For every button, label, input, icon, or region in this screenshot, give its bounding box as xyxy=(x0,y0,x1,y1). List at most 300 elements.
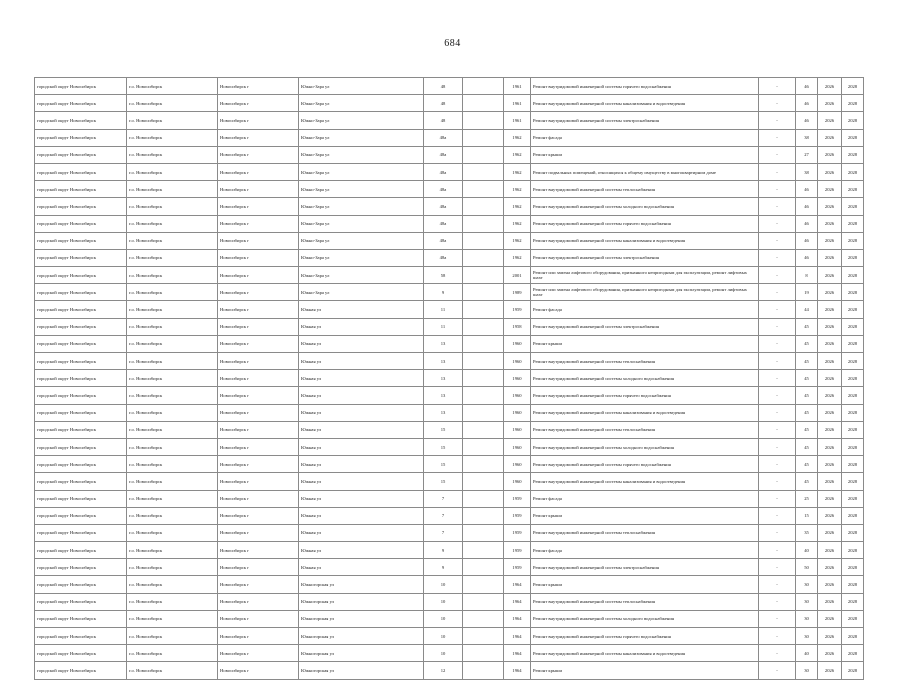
municipality-cell: городской округ Новосибирск xyxy=(35,645,127,662)
start-year-cell: 2026 xyxy=(818,456,842,473)
house-number-cell: 48а xyxy=(424,249,463,266)
street-cell: Южная ул xyxy=(299,404,424,421)
work-type-cell: Ремонт внутридомовой инженерной системы теплоснабжения xyxy=(531,421,759,438)
cost-cell: 25 xyxy=(796,490,818,507)
municipality-cell: городской округ Новосибирск xyxy=(35,542,127,559)
end-year-cell: 2028 xyxy=(842,490,864,507)
building-cell xyxy=(463,404,504,421)
end-year-cell: 2028 xyxy=(842,335,864,352)
table-row xyxy=(35,421,864,438)
year-built-cell: 1960 xyxy=(504,335,531,352)
district-cell: г.о. Новосибирск xyxy=(127,576,218,593)
street-cell: Южная ул xyxy=(299,542,424,559)
table-row xyxy=(35,146,864,163)
work-type-cell: Ремонт фасада xyxy=(531,129,759,146)
building-cell xyxy=(463,524,504,541)
end-year-cell: 2028 xyxy=(842,232,864,249)
house-number-cell: 15 xyxy=(424,456,463,473)
table-row xyxy=(35,284,864,301)
building-cell xyxy=(463,353,504,370)
cost-cell: 8 xyxy=(796,267,818,284)
note-cell: - xyxy=(759,593,796,610)
table-row xyxy=(35,473,864,490)
building-cell xyxy=(463,370,504,387)
end-year-cell: 2028 xyxy=(842,301,864,318)
year-built-cell: 1962 xyxy=(504,146,531,163)
end-year-cell: 2028 xyxy=(842,645,864,662)
year-built-cell: 1962 xyxy=(504,163,531,180)
end-year-cell: 2028 xyxy=(842,628,864,645)
city-cell: Новосибирск г xyxy=(218,335,299,352)
city-cell: Новосибирск г xyxy=(218,284,299,301)
year-built-cell: 1961 xyxy=(504,78,531,95)
district-cell: г.о. Новосибирск xyxy=(127,112,218,129)
table-row xyxy=(35,335,864,352)
work-type-cell: Ремонт фасада xyxy=(531,542,759,559)
year-built-cell: 1960 xyxy=(504,404,531,421)
work-type-cell: Ремонт внутридомовой инженерной системы горячего водоснабжения xyxy=(531,628,759,645)
table-row xyxy=(35,129,864,146)
street-cell: Южно-Зара ул xyxy=(299,249,424,266)
building-cell xyxy=(463,335,504,352)
municipality-cell: городской округ Новосибирск xyxy=(35,421,127,438)
house-number-cell: 11 xyxy=(424,301,463,318)
cost-cell: 30 xyxy=(796,593,818,610)
table-row xyxy=(35,318,864,335)
note-cell: - xyxy=(759,645,796,662)
table-body xyxy=(35,78,864,680)
municipality-cell: городской округ Новосибирск xyxy=(35,387,127,404)
house-number-cell: 9 xyxy=(424,542,463,559)
municipality-cell: городской округ Новосибирск xyxy=(35,301,127,318)
city-cell: Новосибирск г xyxy=(218,301,299,318)
work-type-cell: Ремонт внутридомовой инженерной системы теплоснабжения xyxy=(531,353,759,370)
street-cell: Южно-Зара ул xyxy=(299,95,424,112)
street-cell: Южная ул xyxy=(299,353,424,370)
cost-cell: 30 xyxy=(796,576,818,593)
municipality-cell: городской округ Новосибирск xyxy=(35,370,127,387)
start-year-cell: 2026 xyxy=(818,284,842,301)
municipality-cell: городской округ Новосибирск xyxy=(35,112,127,129)
note-cell: - xyxy=(759,284,796,301)
work-type-cell: Ремонт фасада xyxy=(531,301,759,318)
cost-cell: 50 xyxy=(796,559,818,576)
start-year-cell: 2026 xyxy=(818,335,842,352)
city-cell: Новосибирск г xyxy=(218,438,299,455)
street-cell: Южно-Зара ул xyxy=(299,163,424,180)
city-cell: Новосибирск г xyxy=(218,576,299,593)
table-row xyxy=(35,215,864,232)
city-cell: Новосибирск г xyxy=(218,610,299,627)
year-built-cell: 1960 xyxy=(504,387,531,404)
work-type-cell: Ремонт внутридомовой инженерной системы горячего водоснабжения xyxy=(531,387,759,404)
end-year-cell: 2028 xyxy=(842,95,864,112)
street-cell: Южная ул xyxy=(299,318,424,335)
note-cell: - xyxy=(759,662,796,679)
year-built-cell: 2001 xyxy=(504,267,531,284)
cost-cell: 45 xyxy=(796,421,818,438)
city-cell: Новосибирск г xyxy=(218,645,299,662)
street-cell: Южно-Зара ул xyxy=(299,146,424,163)
start-year-cell: 2026 xyxy=(818,387,842,404)
house-number-cell: 48а xyxy=(424,129,463,146)
end-year-cell: 2028 xyxy=(842,542,864,559)
page-number: 684 xyxy=(444,38,461,49)
house-number-cell: 15 xyxy=(424,473,463,490)
building-cell xyxy=(463,662,504,679)
house-number-cell: 48а xyxy=(424,163,463,180)
city-cell: Новосибирск г xyxy=(218,490,299,507)
street-cell: Южно-Зара ул xyxy=(299,129,424,146)
street-cell: Южная ул xyxy=(299,301,424,318)
end-year-cell: 2028 xyxy=(842,662,864,679)
work-type-cell: Ремонт внутридомовой инженерной системы холодного водоснабжения xyxy=(531,438,759,455)
house-number-cell: 48 xyxy=(424,78,463,95)
city-cell: Новосибирск г xyxy=(218,404,299,421)
start-year-cell: 2026 xyxy=(818,370,842,387)
start-year-cell: 2026 xyxy=(818,645,842,662)
street-cell: Южная ул xyxy=(299,456,424,473)
note-cell: - xyxy=(759,232,796,249)
year-built-cell: 1961 xyxy=(504,95,531,112)
house-number-cell: 7 xyxy=(424,490,463,507)
house-number-cell: 9 xyxy=(424,284,463,301)
table-row xyxy=(35,576,864,593)
work-type-cell: Ремонт крыши xyxy=(531,576,759,593)
cost-cell: 45 xyxy=(796,335,818,352)
note-cell: - xyxy=(759,473,796,490)
district-cell: г.о. Новосибирск xyxy=(127,215,218,232)
municipality-cell: городской округ Новосибирск xyxy=(35,490,127,507)
street-cell: Южногорская ул xyxy=(299,593,424,610)
start-year-cell: 2026 xyxy=(818,628,842,645)
note-cell: - xyxy=(759,249,796,266)
cost-cell: 46 xyxy=(796,181,818,198)
municipality-cell: городской округ Новосибирск xyxy=(35,576,127,593)
building-cell xyxy=(463,129,504,146)
city-cell: Новосибирск г xyxy=(218,421,299,438)
work-type-cell: Ремонт крыши xyxy=(531,335,759,352)
building-cell xyxy=(463,559,504,576)
house-number-cell: 10 xyxy=(424,610,463,627)
city-cell: Новосибирск г xyxy=(218,542,299,559)
city-cell: Новосибирск г xyxy=(218,662,299,679)
cost-cell: 38 xyxy=(796,129,818,146)
note-cell: - xyxy=(759,112,796,129)
street-cell: Южно-Зара ул xyxy=(299,215,424,232)
building-cell xyxy=(463,490,504,507)
municipality-cell: городской округ Новосибирск xyxy=(35,267,127,284)
note-cell: - xyxy=(759,146,796,163)
district-cell: г.о. Новосибирск xyxy=(127,301,218,318)
year-built-cell: 1964 xyxy=(504,628,531,645)
table-row xyxy=(35,198,864,215)
building-cell xyxy=(463,576,504,593)
note-cell: - xyxy=(759,301,796,318)
district-cell: г.о. Новосибирск xyxy=(127,353,218,370)
street-cell: Южно-Зара ул xyxy=(299,181,424,198)
end-year-cell: 2028 xyxy=(842,78,864,95)
building-cell xyxy=(463,421,504,438)
table-row xyxy=(35,662,864,679)
building-cell xyxy=(463,610,504,627)
municipality-cell: городской округ Новосибирск xyxy=(35,232,127,249)
district-cell: г.о. Новосибирск xyxy=(127,249,218,266)
year-built-cell: 1964 xyxy=(504,593,531,610)
note-cell: - xyxy=(759,438,796,455)
note-cell: - xyxy=(759,610,796,627)
work-type-cell: Ремонт внутридомовой инженерной системы холодного водоснабжения xyxy=(531,198,759,215)
municipality-cell: городской округ Новосибирск xyxy=(35,524,127,541)
note-cell: - xyxy=(759,78,796,95)
note-cell: - xyxy=(759,198,796,215)
municipality-cell: городской округ Новосибирск xyxy=(35,662,127,679)
district-cell: г.о. Новосибирск xyxy=(127,163,218,180)
city-cell: Новосибирск г xyxy=(218,507,299,524)
start-year-cell: 2026 xyxy=(818,662,842,679)
table-row xyxy=(35,301,864,318)
municipality-cell: городской округ Новосибирск xyxy=(35,284,127,301)
work-type-cell: Ремонт крыши xyxy=(531,146,759,163)
house-number-cell: 48а xyxy=(424,215,463,232)
year-built-cell: 1964 xyxy=(504,610,531,627)
building-cell xyxy=(463,456,504,473)
year-built-cell: 1960 xyxy=(504,438,531,455)
city-cell: Новосибирск г xyxy=(218,593,299,610)
district-cell: г.о. Новосибирск xyxy=(127,473,218,490)
capital-repair-table xyxy=(34,77,864,680)
start-year-cell: 2026 xyxy=(818,507,842,524)
district-cell: г.о. Новосибирск xyxy=(127,542,218,559)
work-type-cell: Ремонт внутридомовой инженерной системы горячего водоснабжения xyxy=(531,456,759,473)
city-cell: Новосибирск г xyxy=(218,181,299,198)
start-year-cell: 2026 xyxy=(818,163,842,180)
district-cell: г.о. Новосибирск xyxy=(127,456,218,473)
work-type-cell: Ремонт внутридомовой инженерной системы электроснабжения xyxy=(531,559,759,576)
note-cell: - xyxy=(759,335,796,352)
building-cell xyxy=(463,112,504,129)
cost-cell: 45 xyxy=(796,473,818,490)
note-cell: - xyxy=(759,524,796,541)
municipality-cell: городской округ Новосибирск xyxy=(35,404,127,421)
end-year-cell: 2028 xyxy=(842,181,864,198)
table-row xyxy=(35,559,864,576)
work-type-cell: Ремонт внутридомовой инженерной системы электроснабжения xyxy=(531,112,759,129)
note-cell: - xyxy=(759,456,796,473)
start-year-cell: 2026 xyxy=(818,301,842,318)
note-cell: - xyxy=(759,353,796,370)
city-cell: Новосибирск г xyxy=(218,387,299,404)
start-year-cell: 2026 xyxy=(818,95,842,112)
street-cell: Южногорская ул xyxy=(299,662,424,679)
municipality-cell: городской округ Новосибирск xyxy=(35,593,127,610)
cost-cell: 45 xyxy=(796,456,818,473)
start-year-cell: 2026 xyxy=(818,267,842,284)
cost-cell: 45 xyxy=(796,404,818,421)
end-year-cell: 2028 xyxy=(842,267,864,284)
house-number-cell: 10 xyxy=(424,645,463,662)
table-row xyxy=(35,490,864,507)
start-year-cell: 2026 xyxy=(818,78,842,95)
municipality-cell: городской округ Новосибирск xyxy=(35,129,127,146)
house-number-cell: 7 xyxy=(424,507,463,524)
year-built-cell: 1964 xyxy=(504,645,531,662)
street-cell: Южная ул xyxy=(299,473,424,490)
cost-cell: 30 xyxy=(796,610,818,627)
city-cell: Новосибирск г xyxy=(218,146,299,163)
start-year-cell: 2026 xyxy=(818,473,842,490)
start-year-cell: 2026 xyxy=(818,146,842,163)
municipality-cell: городской округ Новосибирск xyxy=(35,456,127,473)
street-cell: Южная ул xyxy=(299,335,424,352)
cost-cell: 46 xyxy=(796,198,818,215)
note-cell: - xyxy=(759,507,796,524)
city-cell: Новосибирск г xyxy=(218,318,299,335)
district-cell: г.о. Новосибирск xyxy=(127,78,218,95)
street-cell: Южная ул xyxy=(299,559,424,576)
end-year-cell: 2028 xyxy=(842,421,864,438)
table-row xyxy=(35,370,864,387)
end-year-cell: 2028 xyxy=(842,215,864,232)
municipality-cell: городской округ Новосибирск xyxy=(35,318,127,335)
district-cell: г.о. Новосибирск xyxy=(127,524,218,541)
table-row xyxy=(35,249,864,266)
note-cell: - xyxy=(759,215,796,232)
municipality-cell: городской округ Новосибирск xyxy=(35,215,127,232)
note-cell: - xyxy=(759,129,796,146)
district-cell: г.о. Новосибирск xyxy=(127,421,218,438)
city-cell: Новосибирск г xyxy=(218,524,299,541)
year-built-cell: 1958 xyxy=(504,318,531,335)
house-number-cell: 48а xyxy=(424,181,463,198)
table-row xyxy=(35,232,864,249)
end-year-cell: 2028 xyxy=(842,473,864,490)
year-built-cell: 1960 xyxy=(504,353,531,370)
start-year-cell: 2026 xyxy=(818,576,842,593)
start-year-cell: 2026 xyxy=(818,524,842,541)
end-year-cell: 2028 xyxy=(842,387,864,404)
building-cell xyxy=(463,318,504,335)
house-number-cell: 12 xyxy=(424,662,463,679)
work-type-cell: Ремонт внутридомовой инженерной системы канализования и водоотведения xyxy=(531,473,759,490)
street-cell: Южная ул xyxy=(299,524,424,541)
cost-cell: 45 xyxy=(796,387,818,404)
city-cell: Новосибирск г xyxy=(218,78,299,95)
municipality-cell: городской округ Новосибирск xyxy=(35,163,127,180)
district-cell: г.о. Новосибирск xyxy=(127,267,218,284)
city-cell: Новосибирск г xyxy=(218,129,299,146)
work-type-cell: Ремонт внутридомовой инженерной системы теплоснабжения xyxy=(531,524,759,541)
year-built-cell: 1962 xyxy=(504,232,531,249)
table-row xyxy=(35,456,864,473)
street-cell: Южно-Зара ул xyxy=(299,112,424,129)
cost-cell: 38 xyxy=(796,163,818,180)
district-cell: г.о. Новосибирск xyxy=(127,662,218,679)
district-cell: г.о. Новосибирск xyxy=(127,559,218,576)
municipality-cell: городской округ Новосибирск xyxy=(35,198,127,215)
start-year-cell: 2026 xyxy=(818,181,842,198)
cost-cell: 19 xyxy=(796,284,818,301)
house-number-cell: 13 xyxy=(424,370,463,387)
table-row xyxy=(35,181,864,198)
street-cell: Южно-Зара ул xyxy=(299,267,424,284)
district-cell: г.о. Новосибирск xyxy=(127,593,218,610)
building-cell xyxy=(463,438,504,455)
end-year-cell: 2028 xyxy=(842,353,864,370)
table-row xyxy=(35,95,864,112)
district-cell: г.о. Новосибирск xyxy=(127,318,218,335)
cost-cell: 46 xyxy=(796,112,818,129)
cost-cell: 30 xyxy=(796,662,818,679)
district-cell: г.о. Новосибирск xyxy=(127,146,218,163)
cost-cell: 45 xyxy=(796,318,818,335)
end-year-cell: 2028 xyxy=(842,576,864,593)
end-year-cell: 2028 xyxy=(842,456,864,473)
table-row xyxy=(35,353,864,370)
table-row xyxy=(35,78,864,95)
house-number-cell: 11 xyxy=(424,318,463,335)
note-cell: - xyxy=(759,163,796,180)
building-cell xyxy=(463,645,504,662)
municipality-cell: городской округ Новосибирск xyxy=(35,438,127,455)
city-cell: Новосибирск г xyxy=(218,559,299,576)
district-cell: г.о. Новосибирск xyxy=(127,95,218,112)
cost-cell: 45 xyxy=(796,370,818,387)
house-number-cell: 58 xyxy=(424,267,463,284)
municipality-cell: городской округ Новосибирск xyxy=(35,353,127,370)
table-row xyxy=(35,628,864,645)
city-cell: Новосибирск г xyxy=(218,370,299,387)
work-type-cell: Ремонт крыши xyxy=(531,507,759,524)
start-year-cell: 2026 xyxy=(818,559,842,576)
end-year-cell: 2028 xyxy=(842,370,864,387)
municipality-cell: городской округ Новосибирск xyxy=(35,628,127,645)
work-type-cell: Ремонт внутридомовой инженерной системы канализования и водоотведения xyxy=(531,645,759,662)
municipality-cell: городской округ Новосибирск xyxy=(35,559,127,576)
start-year-cell: 2026 xyxy=(818,610,842,627)
start-year-cell: 2026 xyxy=(818,542,842,559)
year-built-cell: 1989 xyxy=(504,284,531,301)
start-year-cell: 2026 xyxy=(818,249,842,266)
street-cell: Южно-Зара ул xyxy=(299,284,424,301)
building-cell xyxy=(463,507,504,524)
district-cell: г.о. Новосибирск xyxy=(127,645,218,662)
building-cell xyxy=(463,387,504,404)
table-row xyxy=(35,438,864,455)
district-cell: г.о. Новосибирск xyxy=(127,129,218,146)
end-year-cell: 2028 xyxy=(842,112,864,129)
street-cell: Южногорская ул xyxy=(299,645,424,662)
work-type-cell: Ремонт внутридомовой инженерной системы горячего водоснабжения xyxy=(531,78,759,95)
cost-cell: 15 xyxy=(796,507,818,524)
district-cell: г.о. Новосибирск xyxy=(127,507,218,524)
table-row xyxy=(35,542,864,559)
end-year-cell: 2028 xyxy=(842,524,864,541)
cost-cell: 27 xyxy=(796,146,818,163)
note-cell: - xyxy=(759,421,796,438)
district-cell: г.о. Новосибирск xyxy=(127,438,218,455)
municipality-cell: городской округ Новосибирск xyxy=(35,610,127,627)
house-number-cell: 10 xyxy=(424,576,463,593)
street-cell: Южно-Зара ул xyxy=(299,198,424,215)
year-built-cell: 1959 xyxy=(504,301,531,318)
work-type-cell: Ремонт подвальных помещений, относящихся к общему имуществу в многоквартирном доме xyxy=(531,163,759,180)
note-cell: - xyxy=(759,387,796,404)
table-row xyxy=(35,163,864,180)
work-type-cell: Ремонт внутридомовой инженерной системы электроснабжения xyxy=(531,318,759,335)
end-year-cell: 2028 xyxy=(842,249,864,266)
building-cell xyxy=(463,78,504,95)
